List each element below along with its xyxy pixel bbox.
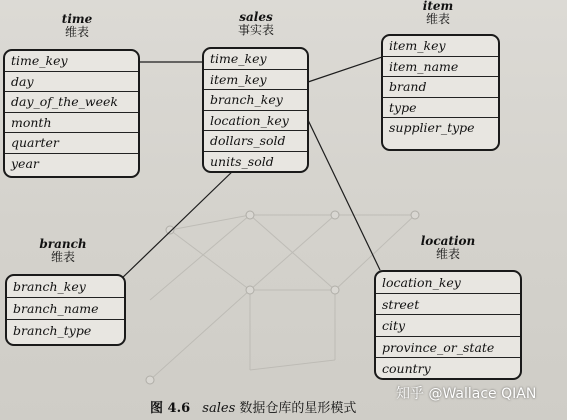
link-sales-item xyxy=(308,56,385,82)
branch-table-title xyxy=(28,238,98,263)
figure-caption xyxy=(150,397,356,416)
location-table xyxy=(374,270,522,380)
location-field: city xyxy=(376,315,520,337)
sales-field: dollars_sold xyxy=(204,131,307,152)
branch-field: branch_name xyxy=(7,298,124,320)
item-table-title xyxy=(403,0,473,25)
time-field: day_of_the_week xyxy=(5,92,138,113)
item-field: supplier_type xyxy=(389,120,475,136)
sales-field: time_key xyxy=(204,49,307,70)
caption-number: 图 4.6 xyxy=(150,401,191,416)
branch-table-name: branch xyxy=(39,237,87,251)
time-field: month xyxy=(5,113,138,134)
link-sales-location xyxy=(308,120,380,270)
location-field: street xyxy=(376,294,520,316)
time-table-name: time xyxy=(61,12,93,26)
location-table-name: location xyxy=(420,234,476,248)
item-field: item_key xyxy=(383,36,498,57)
sales-table-name: sales xyxy=(239,10,273,24)
time-field: year xyxy=(11,155,39,171)
time-field: time_key xyxy=(5,51,138,72)
branch-field: branch_key xyxy=(7,276,124,298)
caption-italic: sales xyxy=(202,401,236,416)
item-field: type xyxy=(383,98,498,119)
sales-table-type: 事实表 xyxy=(237,22,274,37)
caption-text: 数据仓库的星形模式 xyxy=(235,401,357,416)
location-table-type: 维表 xyxy=(435,246,460,261)
watermark: 知乎 @Wallace QIAN xyxy=(396,386,537,402)
sales-field: units_sold xyxy=(210,153,274,169)
sales-field: location_key xyxy=(204,111,307,132)
time-field: quarter xyxy=(5,133,138,154)
sales-field: item_key xyxy=(204,70,307,91)
sales-table-title xyxy=(216,11,296,36)
item-table-type: 维表 xyxy=(425,11,450,26)
item-table xyxy=(381,34,500,151)
location-table-title xyxy=(408,235,488,260)
location-field: province_or_state xyxy=(376,337,520,359)
link-sales-branch xyxy=(118,168,236,282)
time-table xyxy=(3,49,140,178)
location-field: location_key xyxy=(376,272,520,294)
branch-table-type: 维表 xyxy=(50,249,75,264)
item-table-name: item xyxy=(422,0,454,13)
time-table-type: 维表 xyxy=(64,24,89,39)
time-table-title xyxy=(42,13,112,38)
item-field: brand xyxy=(383,77,498,98)
branch-field: branch_type xyxy=(13,323,92,338)
sales-table xyxy=(202,47,309,173)
branch-table xyxy=(5,274,126,346)
location-field: country xyxy=(382,361,431,376)
sales-field: branch_key xyxy=(204,90,307,111)
time-field: day xyxy=(5,72,138,93)
item-field: item_name xyxy=(383,57,498,78)
